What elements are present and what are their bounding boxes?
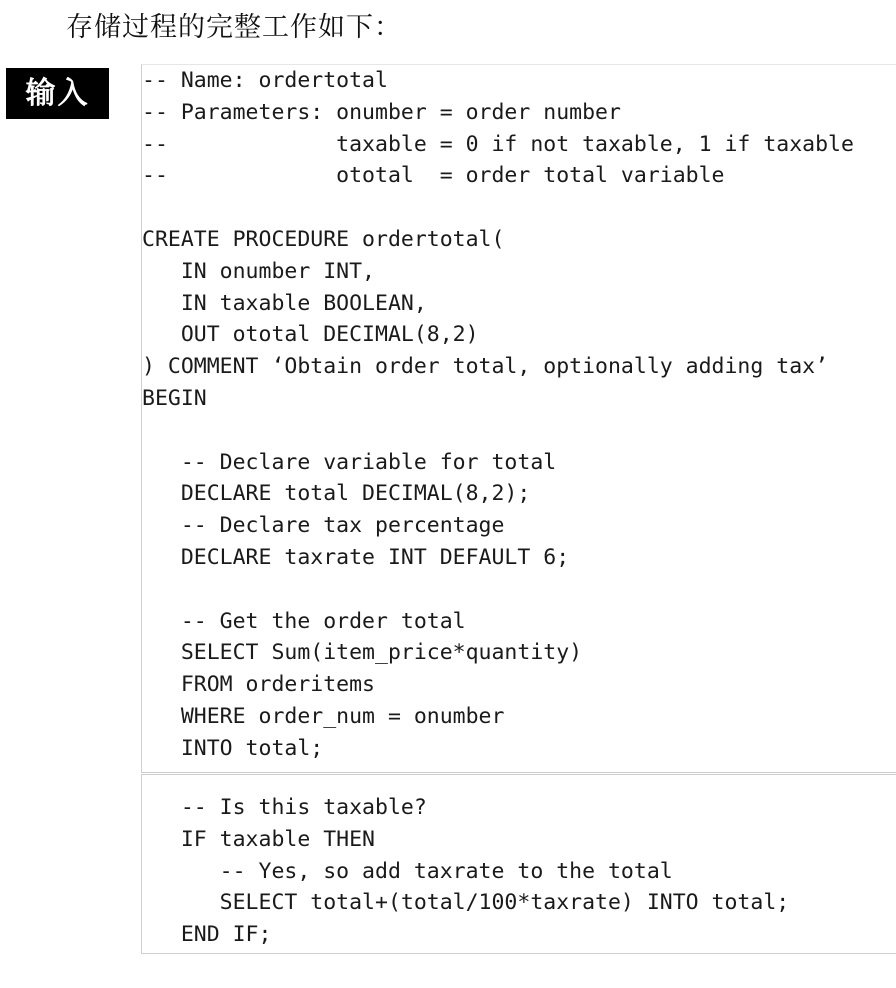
code-line bbox=[142, 415, 896, 447]
code-block-2 bbox=[141, 774, 896, 954]
code-line: DECLARE taxrate INT DEFAULT 6; bbox=[142, 544, 570, 570]
code-line: CREATE PROCEDURE ordertotal( bbox=[142, 226, 505, 252]
code-line: SELECT total+(total/100*taxrate) INTO total; bbox=[142, 890, 790, 916]
code-block-1 bbox=[141, 64, 896, 773]
code-line: OUT ototal DECIMAL(8,2) bbox=[142, 322, 479, 348]
code-line bbox=[142, 574, 896, 606]
code-line: END IF; bbox=[142, 922, 272, 948]
code-line: FROM orderitems bbox=[142, 672, 375, 698]
code-line: ) COMMENT ‘Obtain order total, optionally adding tax’ bbox=[142, 354, 829, 380]
code-line: DECLARE total DECIMAL(8,2); bbox=[142, 481, 531, 507]
code-listing-1 bbox=[142, 65, 896, 765]
code-line: -- Get the order total bbox=[142, 608, 466, 634]
code-line: -- Yes, so add taxrate to the total bbox=[142, 858, 673, 884]
code-line: WHERE order_num = onumber bbox=[142, 703, 505, 729]
code-line: -- Name: ordertotal bbox=[142, 68, 388, 93]
code-line bbox=[142, 192, 896, 224]
code-line: -- Declare variable for total bbox=[142, 449, 557, 475]
intro-heading: 存储过程的完整工作如下： bbox=[66, 12, 402, 43]
code-line: -- Declare tax percentage bbox=[142, 513, 505, 539]
code-line: SELECT Sum(item_price*quantity) bbox=[142, 640, 583, 666]
code-line: IN taxable BOOLEAN, bbox=[142, 290, 427, 316]
code-line: INTO total; bbox=[142, 735, 324, 761]
code-line: -- taxable = 0 if not taxable, 1 if taxable bbox=[142, 131, 854, 157]
code-line: -- Parameters: onumber = order number bbox=[142, 99, 621, 125]
code-line: BEGIN bbox=[142, 385, 207, 411]
code-listing-2 bbox=[142, 775, 896, 951]
code-line: -- Is this taxable? bbox=[142, 795, 427, 820]
code-line: -- ototal = order total variable bbox=[142, 163, 725, 189]
code-line: IF taxable THEN bbox=[142, 826, 375, 852]
input-badge: 输入 bbox=[6, 68, 109, 119]
code-line: IN onumber INT, bbox=[142, 258, 375, 284]
